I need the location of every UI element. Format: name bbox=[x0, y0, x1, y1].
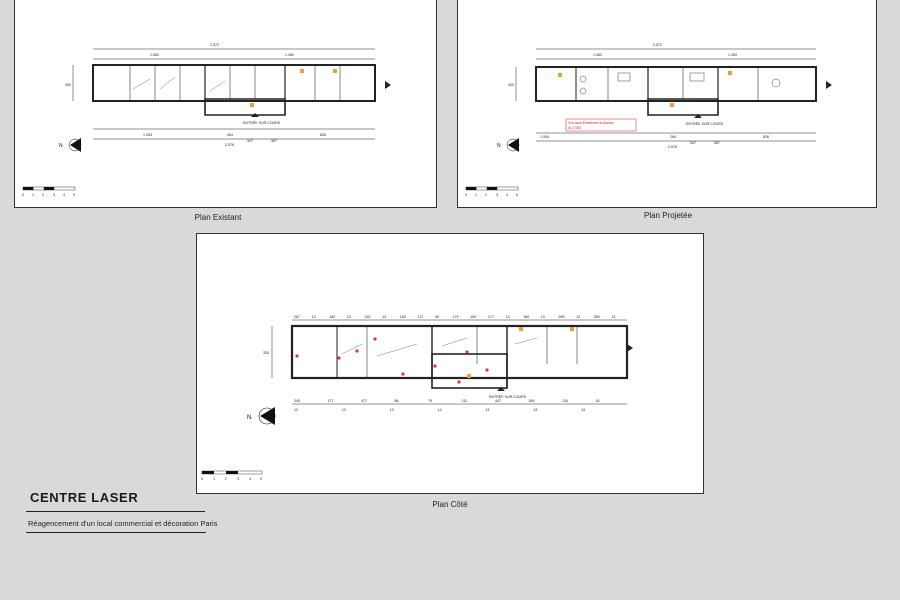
dim-bottom-1: 1.054 bbox=[540, 135, 549, 139]
plan-projected-sheet bbox=[457, 0, 877, 208]
dim-label: 267 bbox=[294, 315, 300, 319]
north-arrow-icon bbox=[247, 407, 275, 425]
svg-text:3: 3 bbox=[237, 477, 239, 481]
plan-projected-caption: Plan Projetée bbox=[643, 211, 693, 220]
dim-label: 13 bbox=[294, 408, 298, 412]
svg-text:2: 2 bbox=[485, 193, 487, 197]
dim-bottom-total: 2.576 bbox=[225, 143, 234, 147]
dim-bottom-2: 264 bbox=[227, 133, 233, 137]
dim-label: 269 bbox=[593, 315, 600, 319]
dim-label: 150 bbox=[470, 315, 477, 319]
svg-text:N: N bbox=[497, 143, 501, 149]
dim-left: 335 bbox=[263, 351, 269, 355]
dim-label: 289 bbox=[558, 315, 565, 319]
dim-label: 182 bbox=[329, 315, 336, 319]
north-arrow-icon bbox=[497, 138, 519, 152]
svg-text:0: 0 bbox=[465, 193, 467, 197]
dim-top-right: 1.450 bbox=[728, 53, 737, 57]
dim-label: 13 bbox=[533, 408, 538, 412]
svg-text:3: 3 bbox=[496, 193, 498, 197]
dim-label: 172 bbox=[417, 315, 424, 319]
dim-label: 13 bbox=[505, 315, 510, 319]
dim-label: 13 bbox=[485, 408, 490, 412]
svg-text:du T.083: du T.083 bbox=[568, 126, 581, 130]
dim-label: 170 bbox=[452, 315, 459, 319]
svg-text:2: 2 bbox=[225, 477, 227, 481]
dim-bottom-b: 367 bbox=[714, 141, 720, 145]
plan-side-drawing bbox=[197, 234, 704, 494]
svg-text:N: N bbox=[59, 143, 63, 149]
dim-label: 13 bbox=[389, 408, 394, 412]
svg-text:4: 4 bbox=[249, 477, 251, 481]
dim-label: 160 bbox=[523, 315, 530, 319]
svg-text:4: 4 bbox=[63, 193, 65, 197]
dim-bottom-a: 347 bbox=[247, 139, 253, 143]
plan-projected-drawing bbox=[458, 0, 877, 208]
dim-label: 13 bbox=[311, 315, 316, 319]
svg-text:2: 2 bbox=[42, 193, 44, 197]
dim-label: 14 bbox=[437, 408, 442, 412]
dim-label: 13 bbox=[341, 408, 346, 412]
dim-bottom-3: 836 bbox=[763, 135, 769, 139]
scale-bar bbox=[465, 187, 518, 197]
dim-label: 177 bbox=[487, 315, 494, 319]
plan-side-caption: Plan Côté bbox=[432, 500, 468, 509]
svg-text:1: 1 bbox=[32, 193, 34, 197]
dim-bottom-2: 264 bbox=[670, 135, 676, 139]
plan-side-sheet bbox=[196, 233, 704, 494]
dim-bottom-b: 367 bbox=[271, 139, 277, 143]
dims-top bbox=[294, 315, 615, 319]
svg-text:3: 3 bbox=[53, 193, 55, 197]
dim-label: 79 bbox=[428, 399, 432, 403]
dim-label: 447 bbox=[495, 399, 501, 403]
svg-text:4: 4 bbox=[506, 193, 508, 197]
svg-text:Voir avec Électricien et Alarm: Voir avec Électricien et Alarme bbox=[568, 121, 614, 125]
dim-label: 13 bbox=[576, 315, 581, 319]
dim-top-total: 2.572 bbox=[653, 43, 662, 47]
dim-left: 400 bbox=[65, 83, 71, 87]
red-annotation bbox=[566, 119, 636, 131]
dims-bottom-2 bbox=[294, 408, 585, 412]
svg-text:5: 5 bbox=[260, 477, 262, 481]
scale-bar bbox=[201, 471, 262, 481]
svg-text:0: 0 bbox=[22, 193, 24, 197]
dim-label: 95 bbox=[435, 315, 440, 319]
dim-bottom-a: 347 bbox=[690, 141, 696, 145]
dim-top-total: 2.572 bbox=[210, 43, 219, 47]
plan-existing-caption: Plan Existant bbox=[194, 213, 242, 222]
dim-label: 150 bbox=[399, 315, 406, 319]
svg-text:5: 5 bbox=[73, 193, 75, 197]
svg-text:1: 1 bbox=[475, 193, 477, 197]
dim-label: 477 bbox=[361, 399, 367, 403]
project-title-block bbox=[26, 488, 218, 533]
scale-bar bbox=[22, 187, 75, 197]
dim-label: 269 bbox=[528, 399, 535, 403]
dim-bottom-1: 1.054 bbox=[143, 133, 152, 137]
north-arrow-icon bbox=[59, 138, 81, 152]
dim-label: 13 bbox=[611, 315, 616, 319]
dim-top-left: 1.062 bbox=[593, 53, 602, 57]
svg-text:5: 5 bbox=[516, 193, 518, 197]
plan-existing-drawing bbox=[15, 0, 437, 208]
project-subtitle: Réagencement d'un local commercial et décoration Paris bbox=[26, 512, 206, 533]
entrance-label: ENTRÉE SUR COURS bbox=[243, 121, 281, 125]
dims-bottom-1 bbox=[294, 399, 600, 403]
dim-label: 13 bbox=[346, 315, 351, 319]
dim-label: 177 bbox=[327, 399, 334, 403]
dim-label: 134 bbox=[562, 399, 568, 403]
entrance-label: ENTRÉE SUR COURS bbox=[686, 122, 724, 126]
dim-top-right: 1.450 bbox=[285, 53, 294, 57]
svg-text:1: 1 bbox=[213, 477, 215, 481]
dim-label: 152 bbox=[364, 315, 371, 319]
dim-bottom-3: 836 bbox=[320, 133, 326, 137]
svg-text:N: N bbox=[247, 415, 252, 421]
svg-text:0: 0 bbox=[201, 477, 203, 481]
dim-label: 88 bbox=[394, 399, 399, 403]
plan-existing-sheet bbox=[14, 0, 437, 208]
dim-label: 13 bbox=[382, 315, 387, 319]
dim-label: 13 bbox=[581, 408, 586, 412]
dim-bottom-total: 2.576 bbox=[668, 145, 677, 149]
dim-label: 16 bbox=[595, 399, 600, 403]
dim-label: 345 bbox=[294, 399, 300, 403]
dim-top-left: 1.062 bbox=[150, 53, 159, 57]
dim-left: 400 bbox=[508, 83, 514, 87]
project-title: CENTRE LASER bbox=[26, 488, 205, 512]
dim-label: 13 bbox=[540, 315, 545, 319]
entrance-label: ENTRÉE SUR COURS bbox=[489, 395, 527, 399]
dim-label: 211 bbox=[461, 399, 468, 403]
